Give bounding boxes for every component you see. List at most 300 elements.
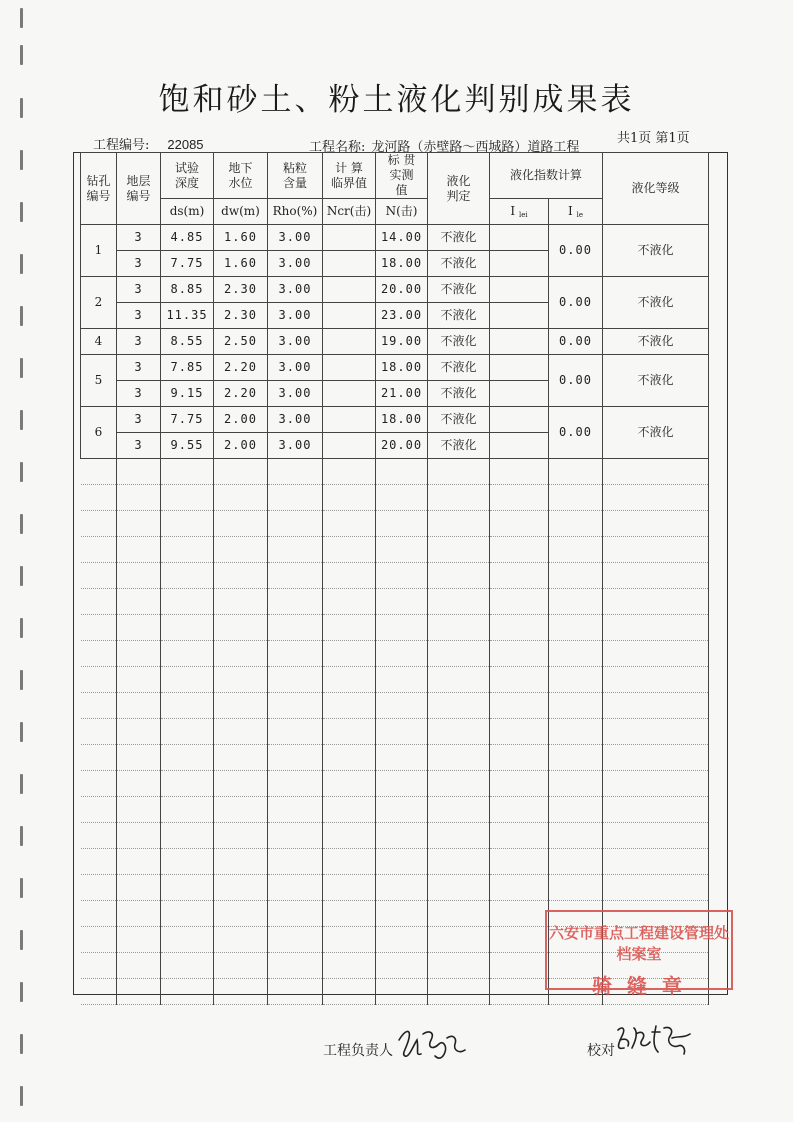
blank-cell xyxy=(214,511,268,537)
blank-cell xyxy=(214,875,268,901)
binding-hole-mark xyxy=(20,514,23,534)
blank-cell xyxy=(376,771,428,797)
blank-cell xyxy=(117,719,161,745)
blank-row xyxy=(81,719,709,745)
blank-row xyxy=(81,771,709,797)
clay-cell: 3.00 xyxy=(268,251,323,277)
blank-row xyxy=(81,615,709,641)
judge-cell: 不液化 xyxy=(428,251,490,277)
blank-cell xyxy=(161,537,214,563)
blank-cell xyxy=(376,823,428,849)
layer-cell: 3 xyxy=(117,303,161,329)
depth-cell: 9.15 xyxy=(161,381,214,407)
hole-number-cell: 6 xyxy=(81,407,117,459)
blank-cell xyxy=(428,797,490,823)
blank-cell xyxy=(490,693,549,719)
blank-cell xyxy=(428,849,490,875)
depth-cell: 8.85 xyxy=(161,277,214,303)
blank-cell xyxy=(81,823,117,849)
header-layer: 地层编号 xyxy=(117,153,161,225)
blank-cell xyxy=(117,953,161,979)
blank-cell xyxy=(376,563,428,589)
blank-cell xyxy=(323,667,376,693)
blank-cell xyxy=(323,537,376,563)
blank-cell xyxy=(81,485,117,511)
blank-cell xyxy=(490,927,549,953)
blank-cell xyxy=(81,849,117,875)
binding-hole-mark xyxy=(20,670,23,690)
blank-cell xyxy=(428,875,490,901)
page-info: 共1页 第1页 xyxy=(617,131,690,146)
blank-cell xyxy=(81,537,117,563)
depth-cell: 7.85 xyxy=(161,355,214,381)
blank-cell xyxy=(549,511,603,537)
blank-cell xyxy=(376,537,428,563)
blank-cell xyxy=(117,511,161,537)
depth-cell: 7.75 xyxy=(161,251,214,277)
blank-cell xyxy=(428,537,490,563)
table-row xyxy=(81,225,709,251)
binding-hole-mark xyxy=(20,618,23,638)
header-depth: 试验深度 xyxy=(161,153,214,199)
binding-hole-mark xyxy=(20,202,23,222)
hole-number-cell: 4 xyxy=(81,329,117,355)
blank-cell xyxy=(117,693,161,719)
blank-cell xyxy=(603,849,709,875)
blank-row xyxy=(81,797,709,823)
ile-cell: 0.00 xyxy=(549,355,603,407)
blank-cell xyxy=(428,641,490,667)
blank-cell xyxy=(428,589,490,615)
blank-cell xyxy=(323,511,376,537)
project-name-value: 龙河路（赤壁路～西城路）道路工程 xyxy=(371,140,580,155)
binding-hole-mark xyxy=(20,150,23,170)
blank-cell xyxy=(323,797,376,823)
unit-ile xyxy=(549,199,603,225)
blank-cell xyxy=(376,719,428,745)
blank-cell xyxy=(549,641,603,667)
blank-cell xyxy=(161,823,214,849)
blank-cell xyxy=(81,667,117,693)
blank-cell xyxy=(490,771,549,797)
page-title: 饱和砂土、粉土液化判别成果表 xyxy=(158,82,635,118)
binding-hole-mark xyxy=(20,1086,23,1106)
blank-cell xyxy=(214,771,268,797)
blank-cell xyxy=(268,693,323,719)
ilei-cell xyxy=(490,355,549,381)
blank-cell xyxy=(428,693,490,719)
blank-cell xyxy=(428,927,490,953)
blank-cell xyxy=(323,589,376,615)
blank-cell xyxy=(603,719,709,745)
binding-hole-mark xyxy=(20,878,23,898)
table-row xyxy=(81,407,709,433)
n-cell: 14.00 xyxy=(376,225,428,251)
blank-cell xyxy=(161,563,214,589)
blank-cell xyxy=(490,511,549,537)
blank-cell xyxy=(323,745,376,771)
blank-cell xyxy=(376,459,428,485)
ncr-cell xyxy=(323,355,376,381)
blank-cell xyxy=(603,641,709,667)
blank-cell xyxy=(81,719,117,745)
blank-cell xyxy=(376,641,428,667)
blank-cell xyxy=(161,615,214,641)
clay-cell: 3.00 xyxy=(268,433,323,459)
blank-cell xyxy=(490,537,549,563)
blank-cell xyxy=(490,485,549,511)
blank-cell xyxy=(117,979,161,1005)
blank-cell xyxy=(117,641,161,667)
blank-cell xyxy=(323,901,376,927)
ncr-cell xyxy=(323,381,376,407)
ilei-subscript: lei xyxy=(518,210,528,219)
blank-cell xyxy=(81,563,117,589)
blank-row xyxy=(81,459,709,485)
n-cell: 21.00 xyxy=(376,381,428,407)
blank-row xyxy=(81,511,709,537)
blank-row xyxy=(81,849,709,875)
blank-cell xyxy=(323,927,376,953)
blank-cell xyxy=(214,745,268,771)
blank-cell xyxy=(161,953,214,979)
blank-cell xyxy=(81,927,117,953)
table-row xyxy=(81,277,709,303)
blank-cell xyxy=(161,641,214,667)
hole-number-cell: 2 xyxy=(81,277,117,329)
depth-cell: 4.85 xyxy=(161,225,214,251)
unit-water: dw(m) xyxy=(214,199,268,225)
ile-cell: 0.00 xyxy=(549,277,603,329)
blank-row xyxy=(81,745,709,771)
archive-stamp xyxy=(545,910,733,998)
blank-cell xyxy=(268,979,323,1005)
blank-cell xyxy=(268,641,323,667)
blank-cell xyxy=(428,459,490,485)
blank-cell xyxy=(323,771,376,797)
blank-cell xyxy=(268,901,323,927)
blank-cell xyxy=(323,953,376,979)
n-cell: 18.00 xyxy=(376,355,428,381)
blank-cell xyxy=(214,485,268,511)
blank-cell xyxy=(376,901,428,927)
judge-cell: 不液化 xyxy=(428,225,490,251)
n-cell: 20.00 xyxy=(376,433,428,459)
blank-cell xyxy=(428,979,490,1005)
blank-cell xyxy=(323,823,376,849)
project-no xyxy=(93,134,204,153)
blank-cell xyxy=(268,927,323,953)
blank-cell xyxy=(268,511,323,537)
blank-cell xyxy=(549,875,603,901)
blank-cell xyxy=(214,849,268,875)
blank-cell xyxy=(117,537,161,563)
binding-hole-mark xyxy=(20,410,23,430)
grade-cell: 不液化 xyxy=(603,277,709,329)
header-water: 地下水位 xyxy=(214,153,268,199)
blank-cell xyxy=(268,823,323,849)
blank-cell xyxy=(117,771,161,797)
layer-cell: 3 xyxy=(117,251,161,277)
blank-cell xyxy=(549,719,603,745)
layer-cell: 3 xyxy=(117,329,161,355)
blank-cell xyxy=(603,511,709,537)
water-cell: 1.60 xyxy=(214,225,268,251)
blank-cell xyxy=(549,589,603,615)
hole-number-cell: 1 xyxy=(81,225,117,277)
blank-cell xyxy=(214,589,268,615)
judge-cell: 不液化 xyxy=(428,407,490,433)
binding-hole-mark xyxy=(20,930,23,950)
ile-subscript: le xyxy=(576,210,583,219)
binding-hole-mark xyxy=(20,306,23,326)
blank-cell xyxy=(161,693,214,719)
blank-cell xyxy=(428,511,490,537)
blank-cell xyxy=(549,823,603,849)
blank-cell xyxy=(323,615,376,641)
blank-cell xyxy=(161,745,214,771)
binding-hole-mark xyxy=(20,254,23,274)
blank-cell xyxy=(376,511,428,537)
blank-row xyxy=(81,485,709,511)
header-ncr: 计 算临界值 xyxy=(323,153,376,199)
blank-cell xyxy=(490,745,549,771)
blank-cell xyxy=(214,667,268,693)
blank-cell xyxy=(376,615,428,641)
ncr-cell xyxy=(323,329,376,355)
grade-cell: 不液化 xyxy=(603,355,709,407)
blank-cell xyxy=(549,485,603,511)
grade-cell: 不液化 xyxy=(603,407,709,459)
blank-cell xyxy=(268,459,323,485)
water-cell: 2.00 xyxy=(214,433,268,459)
layer-cell: 3 xyxy=(117,407,161,433)
clay-cell: 3.00 xyxy=(268,303,323,329)
blank-cell xyxy=(549,615,603,641)
blank-cell xyxy=(428,745,490,771)
blank-cell xyxy=(117,745,161,771)
blank-cell xyxy=(490,979,549,1005)
blank-cell xyxy=(161,875,214,901)
blank-cell xyxy=(603,875,709,901)
header-judge: 液化判定 xyxy=(428,153,490,225)
blank-cell xyxy=(428,667,490,693)
blank-cell xyxy=(603,537,709,563)
judge-cell: 不液化 xyxy=(428,355,490,381)
blank-cell xyxy=(117,849,161,875)
ncr-cell xyxy=(323,433,376,459)
binding-hole-mark xyxy=(20,1034,23,1054)
ile-cell: 0.00 xyxy=(549,225,603,277)
blank-cell xyxy=(117,875,161,901)
blank-cell xyxy=(81,693,117,719)
n-cell: 20.00 xyxy=(376,277,428,303)
blank-cell xyxy=(161,927,214,953)
blank-cell xyxy=(603,797,709,823)
blank-cell xyxy=(428,719,490,745)
blank-cell xyxy=(81,953,117,979)
blank-cell xyxy=(161,589,214,615)
blank-cell xyxy=(81,615,117,641)
n-cell: 18.00 xyxy=(376,407,428,433)
clay-cell: 3.00 xyxy=(268,355,323,381)
blank-cell xyxy=(428,771,490,797)
blank-cell xyxy=(549,537,603,563)
blank-cell xyxy=(376,979,428,1005)
blank-cell xyxy=(428,485,490,511)
blank-cell xyxy=(376,745,428,771)
depth-cell: 8.55 xyxy=(161,329,214,355)
blank-cell xyxy=(323,641,376,667)
table-row xyxy=(81,355,709,381)
ncr-cell xyxy=(323,277,376,303)
stamp-line-2: 骑 缝 章 xyxy=(592,974,686,998)
judge-cell: 不液化 xyxy=(428,433,490,459)
blank-cell xyxy=(603,589,709,615)
blank-cell xyxy=(214,537,268,563)
blank-cell xyxy=(117,459,161,485)
depth-cell: 7.75 xyxy=(161,407,214,433)
clay-cell: 3.00 xyxy=(268,381,323,407)
blank-cell xyxy=(549,849,603,875)
blank-cell xyxy=(161,719,214,745)
blank-cell xyxy=(161,511,214,537)
blank-cell xyxy=(268,953,323,979)
unit-clay: Rho(%) xyxy=(268,199,323,225)
header-hole: 钻孔编号 xyxy=(81,153,117,225)
layer-cell: 3 xyxy=(117,433,161,459)
blank-cell xyxy=(161,849,214,875)
blank-cell xyxy=(376,849,428,875)
binding-hole-mark xyxy=(20,774,23,794)
ilei-cell xyxy=(490,251,549,277)
grade-cell: 不液化 xyxy=(603,329,709,355)
judge-cell: 不液化 xyxy=(428,329,490,355)
blank-cell xyxy=(268,875,323,901)
judge-cell: 不液化 xyxy=(428,381,490,407)
blank-cell xyxy=(214,823,268,849)
ilei-cell xyxy=(490,381,549,407)
blank-cell xyxy=(214,979,268,1005)
blank-cell xyxy=(376,693,428,719)
blank-cell xyxy=(214,641,268,667)
blank-cell xyxy=(323,485,376,511)
blank-cell xyxy=(323,979,376,1005)
blank-cell xyxy=(268,797,323,823)
blank-cell xyxy=(428,953,490,979)
blank-cell xyxy=(376,589,428,615)
blank-cell xyxy=(268,537,323,563)
blank-cell xyxy=(81,641,117,667)
blank-cell xyxy=(117,589,161,615)
blank-cell xyxy=(428,901,490,927)
blank-cell xyxy=(81,459,117,485)
blank-cell xyxy=(214,797,268,823)
blank-cell xyxy=(603,771,709,797)
blank-cell xyxy=(81,745,117,771)
blank-cell xyxy=(161,771,214,797)
stamp-line-1: 六安市重点工程建设管理处档案室 xyxy=(548,924,729,963)
water-cell: 1.60 xyxy=(214,251,268,277)
blank-cell xyxy=(490,849,549,875)
binding-marks xyxy=(20,0,28,1122)
n-cell: 23.00 xyxy=(376,303,428,329)
blank-row xyxy=(81,589,709,615)
blank-cell xyxy=(549,693,603,719)
ile-cell: 0.00 xyxy=(549,329,603,355)
judge-cell: 不液化 xyxy=(428,277,490,303)
blank-cell xyxy=(214,615,268,641)
blank-cell xyxy=(214,927,268,953)
project-no-label: 工程编号: xyxy=(93,138,150,153)
blank-cell xyxy=(161,485,214,511)
ilei-cell xyxy=(490,433,549,459)
blank-row xyxy=(81,667,709,693)
blank-cell xyxy=(323,875,376,901)
blank-row xyxy=(81,823,709,849)
blank-cell xyxy=(268,745,323,771)
blank-cell xyxy=(603,615,709,641)
binding-hole-mark xyxy=(20,462,23,482)
water-cell: 2.20 xyxy=(214,355,268,381)
blank-cell xyxy=(376,875,428,901)
project-no-value: 22085 xyxy=(167,137,204,152)
blank-cell xyxy=(603,485,709,511)
blank-cell xyxy=(490,667,549,693)
blank-cell xyxy=(161,667,214,693)
blank-cell xyxy=(549,745,603,771)
water-cell: 2.30 xyxy=(214,277,268,303)
header-grade: 液化等级 xyxy=(603,153,709,225)
blank-cell xyxy=(117,563,161,589)
blank-cell xyxy=(268,563,323,589)
blank-cell xyxy=(323,719,376,745)
responsible-label: 工程负责人 xyxy=(323,1043,393,1059)
liquefaction-table xyxy=(80,152,709,1005)
blank-row xyxy=(81,641,709,667)
blank-cell xyxy=(549,563,603,589)
ilei-cell xyxy=(490,303,549,329)
blank-cell xyxy=(161,979,214,1005)
binding-hole-mark xyxy=(20,826,23,846)
i-letter: I xyxy=(568,203,573,218)
layer-cell: 3 xyxy=(117,225,161,251)
blank-cell xyxy=(81,797,117,823)
blank-cell xyxy=(603,667,709,693)
blank-cell xyxy=(117,927,161,953)
blank-cell xyxy=(214,693,268,719)
layer-cell: 3 xyxy=(117,355,161,381)
blank-cell xyxy=(323,459,376,485)
blank-cell xyxy=(490,901,549,927)
unit-depth: ds(m) xyxy=(161,199,214,225)
blank-cell xyxy=(490,641,549,667)
blank-cell xyxy=(603,823,709,849)
binding-hole-mark xyxy=(20,722,23,742)
blank-cell xyxy=(549,459,603,485)
clay-cell: 3.00 xyxy=(268,407,323,433)
blank-cell xyxy=(490,589,549,615)
blank-cell xyxy=(428,615,490,641)
blank-cell xyxy=(81,511,117,537)
binding-hole-mark xyxy=(20,358,23,378)
binding-hole-mark xyxy=(20,566,23,586)
grade-cell: 不液化 xyxy=(603,225,709,277)
blank-cell xyxy=(268,849,323,875)
blank-cell xyxy=(376,797,428,823)
blank-cell xyxy=(214,563,268,589)
blank-cell xyxy=(81,901,117,927)
